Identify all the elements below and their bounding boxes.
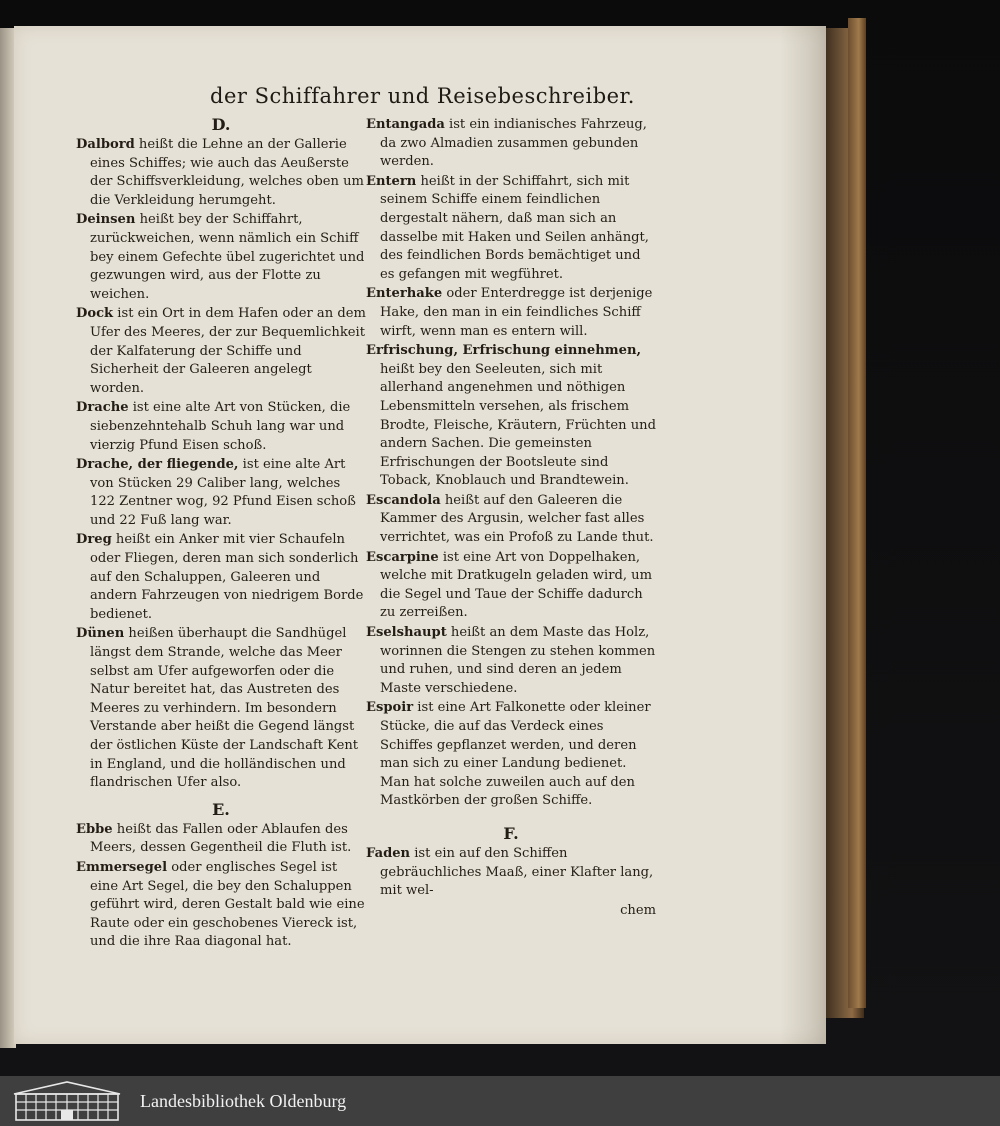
- dictionary-entry: [76, 456, 366, 530]
- dictionary-entry: [76, 136, 366, 210]
- book-cover-board: [848, 18, 866, 1008]
- entry-definition: oder englisches Segel ist eine Art Segel, die bey den Schaluppen geführt wird, deren Gestalt bald wie eine Raute oder ein geschobenes Viereck ist, und die ihre Raa diagonal hat.: [90, 859, 365, 950]
- entry-term: Dock: [76, 306, 114, 322]
- dictionary-entry: [366, 116, 656, 172]
- entry-term: Erfrischung, Erfrischung einnehmen,: [366, 343, 642, 359]
- right-entries-e: [366, 116, 656, 811]
- entry-definition: heißt an dem Maste das Holz, worinnen die Stengen zu stehen kommen und ruhen, und sind deren an jedem Maste verschiedene.: [380, 625, 656, 696]
- entry-definition: ist eine alte Art von Stücken, die siebenzehntehalb Schuh lang war und vierzig Pfund Eisen schoß.: [90, 400, 351, 453]
- dictionary-entry: [366, 285, 656, 341]
- page-gutter-shade: [780, 26, 826, 1044]
- entry-term: Escarpine: [366, 549, 439, 565]
- entry-definition: ist ein auf den Schiffen gebräuchliches Maaß, einer Klafter lang, mit wel-: [380, 845, 654, 899]
- dictionary-entry: [366, 492, 656, 548]
- entry-term: Ebbe: [76, 821, 113, 837]
- section-letter-f: F.: [503, 823, 519, 843]
- entry-term: Drache: [76, 400, 129, 416]
- entry-term: Espoir: [366, 700, 414, 716]
- dictionary-entry: [366, 173, 656, 285]
- entry-definition: heißt bey den Seeleuten, sich mit allerhand angenehmen und nöthigen Lebensmitteln versehen, als frischem Brodte, Fleische, Kräutern, Früchten und andern Sachen. Die gemeinsten Erfrischungen der Bootsleute sind Toback, Knoblauch und Brandtewein.: [380, 361, 656, 489]
- entry-term: Emmersegel: [76, 859, 168, 875]
- left-entries-e: [76, 821, 366, 952]
- entry-definition: heißt das Fallen oder Ablaufen des Meers, dessen Gegentheil die Fluth ist.: [90, 821, 352, 856]
- dictionary-entry: [76, 625, 366, 792]
- dictionary-entry: [76, 531, 366, 624]
- entry-term: Entangada: [366, 117, 445, 132]
- entry-definition: ist eine Art von Doppelhaken, welche mit Dratkugeln geladen wird, um die Segel und Taue der Schiffe dadurch zu zerreißen.: [380, 549, 653, 621]
- entry-definition: heißt auf den Galeeren die Kammer des Argusin, welcher fast alles verrichtet, was ein Profoß zu Lande thut.: [380, 492, 654, 546]
- entry-term: Eselshaupt: [366, 625, 447, 641]
- dictionary-entry: [76, 859, 366, 952]
- dictionary-entry: [366, 342, 656, 491]
- catchword: chem: [620, 902, 656, 918]
- left-column: [76, 114, 366, 953]
- section-letter-e: E.: [212, 799, 230, 819]
- entry-term: Dünen: [76, 626, 125, 642]
- entry-definition: ist eine alte Art von Stücken 29 Caliber lang, welches 122 Zentner wog, 92 Pfund Eisen schoß und 22 Fuß lang war.: [90, 457, 356, 528]
- library-building-logo-icon: [10, 1080, 124, 1122]
- entry-term: Entern: [366, 173, 417, 189]
- entry-term: Dalbord: [76, 137, 135, 152]
- right-column: [366, 116, 656, 920]
- entry-term: Faden: [366, 845, 411, 861]
- library-footer-bar: [0, 1076, 1000, 1126]
- dictionary-entry: [366, 624, 656, 698]
- entry-term: Dreg: [76, 532, 112, 548]
- entry-term: Deinsen: [76, 212, 136, 228]
- entry-definition: heißt die Lehne an der Gallerie eines Schiffes; wie auch das Aeußerste der Schiffsverkleidung, welches oben um die Verkleidung herumgeht.: [90, 137, 364, 208]
- dictionary-entry: [366, 845, 656, 901]
- library-name: Landesbibliothek Oldenburg: [140, 1090, 347, 1111]
- dictionary-entry: [366, 549, 656, 623]
- entry-definition: heißt bey der Schiffahrt, zurückweichen, wenn nämlich ein Schiff bey einem Gefechte übel zugerichtet und gezwungen wird, aus der Flotte zu weichen.: [90, 212, 365, 302]
- dictionary-entry: [76, 305, 366, 398]
- dictionary-entry: [76, 399, 366, 455]
- entry-definition: ist ein Ort in dem Hafen oder an dem Ufer des Meeres, der zur Bequemlichkeit der Kalfaterung der Schiffe und Sicherheit der Galeeren angelegt worden.: [90, 306, 366, 396]
- entry-term: Escandola: [366, 492, 441, 508]
- entry-definition: heißt in der Schiffahrt, sich mit seinem Schiffe einem feindlichen dergestalt nähern, daß man sich an dasselbe mit Haken und Seilen anhängt, des feindlichen Bords bemächtiget und es gefangen mit wegführet.: [380, 173, 649, 282]
- entry-term: Enterhake: [366, 286, 443, 302]
- dictionary-entry: [76, 821, 366, 858]
- entry-definition: heißen überhaupt die Sandhügel längst dem Strande, welche das Meer selbst am Ufer aufgeworfen oder die Natur bereitet hat, das Austreten des Meeres zu verhindern. Im besondern Verstande aber heißt die Gegend längst der östlichen Küste der Landschaft Kent in England, und die holländischen und flandrischen Ufer also.: [90, 626, 359, 791]
- dictionary-entry: [76, 211, 366, 304]
- entry-definition: ist eine Art Falkonette oder kleiner Stücke, die auf das Verdeck eines Schiffes gepflanzet werden, und deren man sich zu einer Landung bedienet. Man hat solche zuweilen auch auf den Mastkörben der großen Schiffe.: [380, 700, 651, 809]
- right-entries-f: [366, 845, 656, 901]
- entry-definition: oder Enterdregge ist derjenige Hake, den man in ein feindliches Schiff wirft, wenn man es entern will.: [380, 286, 653, 339]
- entry-definition: ist ein indianisches Fahrzeug, da zwo Almadien zusammen gebunden werden.: [380, 117, 647, 170]
- entry-definition: heißt ein Anker mit vier Schaufeln oder Fliegen, deren man sich sonderlich auf den Schaluppen, Galeeren und andern Fahrzeugen von niedrigem Borde bedienet.: [90, 532, 364, 622]
- entry-term: Drache, der fliegende,: [76, 457, 239, 473]
- running-head: der Schiffahrer und Reisebeschreiber.: [210, 84, 635, 108]
- dictionary-entry: [366, 699, 656, 811]
- section-letter-d: D.: [211, 115, 231, 134]
- left-entries-d: [76, 136, 366, 793]
